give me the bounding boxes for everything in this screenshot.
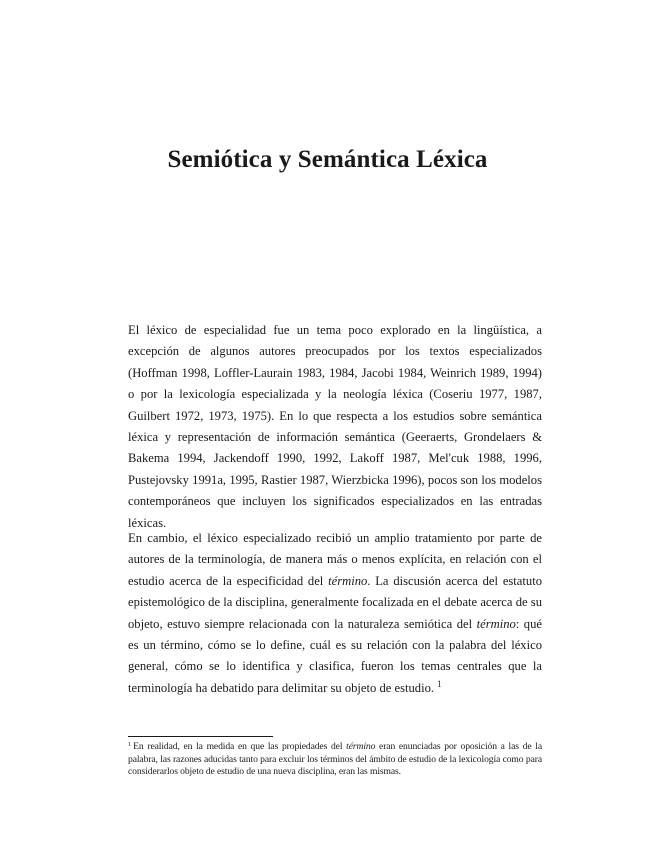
paragraph-2-text-b: . La discusión acerca del estatuto epistemológico de la disciplina, generalmente focalizada en el debate acerca de su objeto, estuvo siempre relacionada con la naturaleza semiótica del <box>128 573 542 631</box>
paragraph-1: El léxico de especialidad fue un tema poco explorado en la lingüística, a excepción de algunos autores preocupados por los textos especializados (Hoffman 1998, Loffler-Laurain 1983, 1984, Jacobi 1984, Weinrich 1989, 1994) o por la lexicología especializada y la neología léxica (Coseriu 1977, 1987, Guilbert 1972, 1973, 1975). En lo que respecta a los estudios sobre semántica léxica y representación de información semántica (Geeraerts, Grondelaers & Bakema 1994, Jackendoff 1990, 1992, Lakoff 1987, Mel'cuk 1988, 1996, Pustejovsky 1991a, 1995, Rastier 1987, Wierzbicka 1996), pocos son los modelos contemporáneos que incluyen los significados especializados en las entradas léxicas. <box>128 323 542 530</box>
footnote-text-a: En realidad, en la medida en que las propiedades del <box>133 741 347 752</box>
paragraph-2-term-1: término <box>328 573 368 588</box>
footnote-1 <box>128 741 542 779</box>
paragraph-2 <box>128 528 542 699</box>
footnote-marker: 1 <box>128 741 132 748</box>
footnote-text-b: eran enunciadas por oposición a las de la palabra, las razones aducidas tanto para excluir los términos del ámbito de estudio de la lexicología como para considerarlos objeto de estudio de una nueva disciplina, eran las mismas. <box>128 741 542 778</box>
paragraph-2-term-2: término <box>476 616 516 631</box>
paragraph-2-text-a: En cambio, el léxico especializado recibió un amplio tratamiento por parte de autores de la terminología, de manera más o menos explícita, en relación con el estudio acerca de la especificidad del <box>128 531 542 588</box>
footnote-reference[interactable]: 1 <box>437 678 442 689</box>
paragraph-2-text-c: : qué es un término, cómo se lo define, cuál es su relación con la palabra del léxico general, cómo se lo identifica y clasifica, fueron los temas centrales que la terminología ha debatido para delimitar su objeto de estudio. <box>128 616 542 695</box>
footnote-term: término <box>346 741 376 752</box>
document-title: Semiótica y Semántica Léxica <box>167 146 488 173</box>
footnote-separator <box>128 736 273 737</box>
